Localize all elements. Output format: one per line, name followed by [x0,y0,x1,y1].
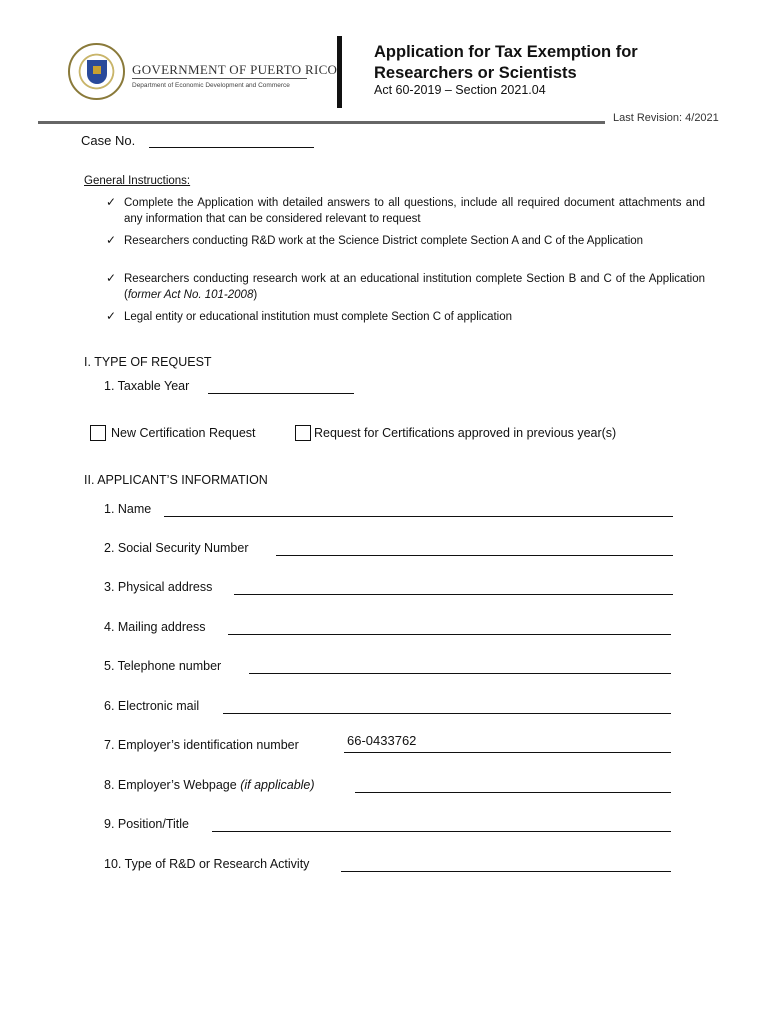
name-field[interactable] [164,516,673,517]
document-title [374,42,638,84]
mailing-address-label: 4. Mailing address [104,620,206,634]
government-name: GOVERNMENT OF PUERTO RICO [132,62,338,77]
previous-certification-label: Request for Certifications approved in previous year(s) [314,426,617,440]
government-seal-icon [68,43,125,100]
ssn-field[interactable] [276,555,673,556]
instructions-heading: General Instructions: [84,175,191,187]
vertical-divider [337,36,342,108]
email-label: 6. Electronic mail [104,699,200,713]
taxable-year-label: 1. Taxable Year [104,379,190,393]
document-subtitle: Act 60-2019 – Section 2021.04 [374,83,546,97]
last-revision: Last Revision: 4/2021 [613,112,719,124]
position-title-field[interactable] [212,831,671,832]
mailing-address-field[interactable] [228,634,671,635]
check-icon: ✓ [106,271,117,285]
instruction-item: Researchers conducting R&D work at the Science District complete Section A and C of the Application [124,235,644,247]
email-field[interactable] [223,713,671,714]
title-line-2: Researchers or Scientists [374,64,577,82]
case-no-field[interactable] [149,147,314,148]
previous-certification-checkbox[interactable] [295,425,311,441]
header-rule [38,121,605,124]
case-no-label: Case No. [81,133,136,148]
ssn-label: 2. Social Security Number [104,541,249,555]
position-title-label: 9. Position/Title [104,817,189,831]
telephone-field[interactable] [249,673,671,674]
new-certification-label: New Certification Request [111,426,256,440]
ein-value[interactable]: 66-0433762 [347,733,417,748]
title-line-1: Application for Tax Exemption for [374,43,638,61]
instruction-item-text: Researchers conducting research work at an educational institution complete Section B and C of the Application (former Act No. 101-2008) [124,273,705,301]
check-icon: ✓ [106,195,117,209]
physical-address-label: 3. Physical address [104,580,213,594]
research-activity-label: 10. Type of R&D or Research Activity [104,857,310,871]
ein-label: 7. Employer’s identification number [104,738,299,752]
name-label: 1. Name [104,502,152,516]
telephone-label: 5. Telephone number [104,659,222,673]
new-certification-checkbox[interactable] [90,425,106,441]
instruction-item [124,271,705,303]
research-activity-field[interactable] [341,871,671,872]
ein-field[interactable] [344,752,671,753]
taxable-year-field[interactable] [208,393,354,394]
department-name: Department of Economic Development and Commerce [132,82,290,89]
physical-address-field[interactable] [234,594,673,595]
section-1-heading: I. TYPE OF REQUEST [84,355,212,369]
instruction-item: Complete the Application with detailed answers to all questions, include all required document attachments and any information that can be considered relevant to request [124,197,705,225]
section-2-heading: II. APPLICANT’S INFORMATION [84,473,268,487]
instruction-item: Legal entity or educational institution must complete Section C of application [124,311,513,323]
check-icon: ✓ [106,309,117,323]
webpage-label: 8. Employer’s Webpage (if applicable) [104,778,315,792]
webpage-field[interactable] [355,792,671,793]
header-divider [132,78,307,79]
check-icon: ✓ [106,233,117,247]
